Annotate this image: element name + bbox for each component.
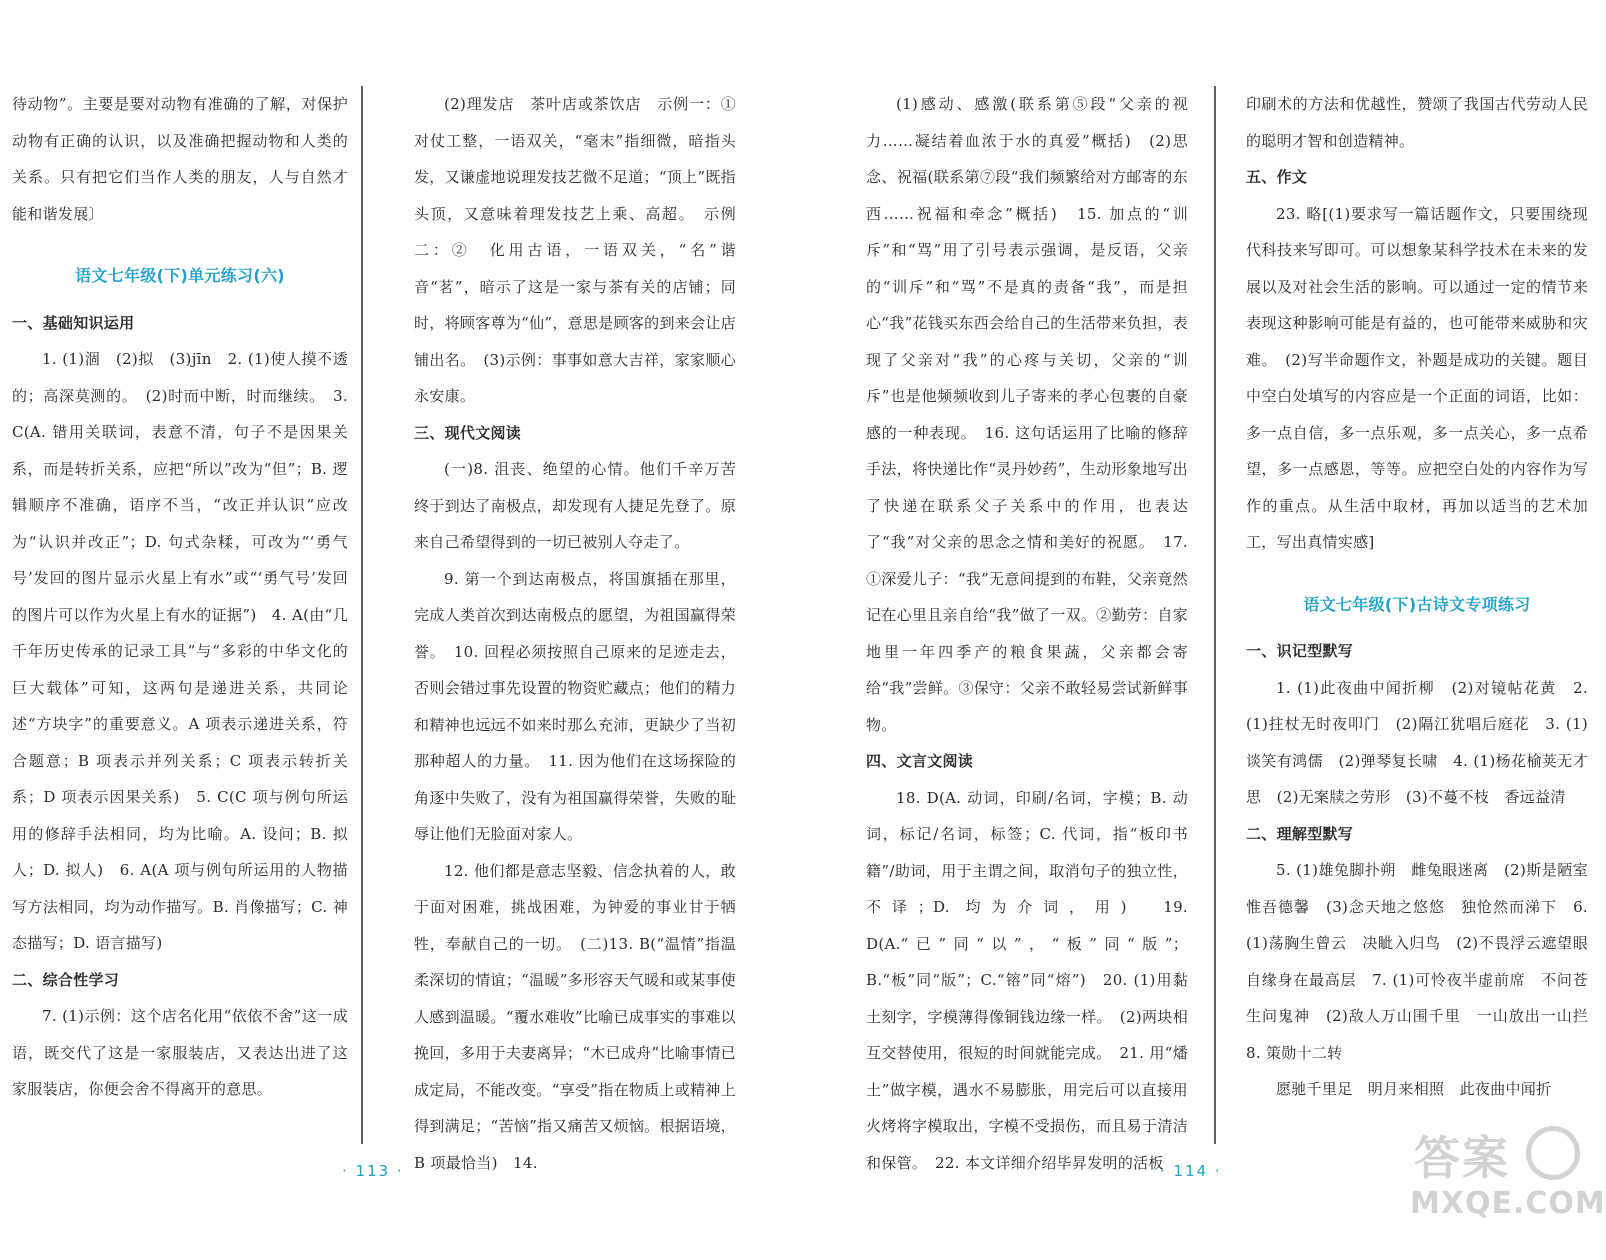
section-title-classical-poetry: 语文七年级(下)古诗文专项练习 [1303,594,1531,614]
paragraph: 12. 他们都是意志坚毅、信念执着的人，敢于面对困难，挑战困难，为钟爱的事业甘于牺牲，奉献自己的一切。 (二)13. B(“温情”指温柔深切的情谊；“温暖”多形容天气暖和或某事使人感到温暖。“覆水难收”比喻已成事实的事难以挽回，多用于夫妻离异；“木已成舟”比喻事情已成定局，不能改变。“享受”指在物质上或精神上得到满足；“苦恼”指又痛苦又烦恼。根据语境，B 项最恰当) 14. [414,861,736,1172]
paragraph: 1. (1)涸 (2)拟 (3)jīn 2. (1)使人摸不透的；高深莫测的。 (2)时而中断，时而继续。 3. C(A. 错用关联词，表意不清，句子不是因果关系，而是转折关系，应把“所以”改为“但”；B. 逻辑顺序不准确，语序不当，“改正并认识”应改为“认识并改正”；D. 句式杂糅，可改为“‘勇气号’发回的图片显示火星上有水”或“‘勇气号’发回的图片可以作为火星上有水的证据”) 4. A(由“几千年历史传承的记录工具”与“多彩的中华文化的巨大载体”可知，这两句是递进关系，共同论述“方块字”的重要意义。A 项表示递进关系，符合题意；B 项表示并列关系；C 项表示转折关系；D 项表示因果关系) 5. C(C 项与例句所运用的修辞手法相同，均为比喻。A. 设问；B. 拟人；D. 拟人) 6. A(A 项与例句所运用的人物描写方法相同，均为动作描写。B. 肖像描写；C. 神态描写；D. 语言描写) [12,350,348,952]
watermark-text: 答案 [1414,1131,1510,1185]
left-page-column-2 [414,86,736,1172]
watermark-logo [1410,1120,1606,1250]
section-heading: 五、作文 [1246,168,1308,186]
watermark-circle-icon [1526,1126,1580,1180]
paragraph: (一)8. 沮丧、绝望的心情。他们千辛万苦终于到达了南极点，却发现有人捷足先登了。原来自己希望得到的一切已被别人夺走了。 [414,460,736,551]
paragraph: 待动物”。主要是要对动物有准确的了解，对保护动物有正确的认识，以及准确把握动物和人类的关系。只有把它们当作人类的朋友，人与自然才能和谐发展〕 [12,95,348,223]
paragraph: (1)感动、感激(联系第⑤段“父亲的视力……凝结着血浓于水的真爱”概括) (2)思念、祝福(联系第⑦段“我们频繁给对方邮寄的东西……祝福和牵念”概括) 15. 加点的“训斥”和“骂”用了引号表示强调，是反语，父亲的“训斥”和“骂”不是真的责备“我”，而是担心“我”花钱买东西会给自己的生活带来负担，表现了父亲对“我”的心疼与关切，父亲的“训斥”也是他频频收到儿子寄来的孝心包裹的自豪感的一种表现。 16. 这句话运用了比喻的修辞手法，将快递比作“灵丹妙药”，生动形象地写出了快递在联系父子关系中的作用，也表达了“我”对父亲的思念之情和美好的祝愿。 17. ①深爱儿子：“我”无意间提到的布鞋，父亲竟然记在心里且亲自给“我”做了一双。②勤劳：自家地里一年四季产的粮食果蔬，父亲都会寄给“我”尝鲜。③保守：父亲不敢轻易尝试新鲜事物。 [866,95,1188,734]
paragraph: 5. (1)雄兔脚扑朔 雌兔眼迷离 (2)斯是陋室 惟吾德馨 (3)念天地之悠悠 独怆然而涕下 6. (1)荡胸生曾云 决眦入归鸟 (2)不畏浮云遮望眼 自缘身在最高层 7. (1)可怜夜半虚前席 不问苍生问鬼神 (2)敌人万山围千里 一山放出一山拦 8. 策勋十二转 [1246,861,1604,1062]
paragraph: 印刷术的方法和优越性，赞颂了我国古代劳动人民的聪明才智和创造精神。 [1246,95,1588,150]
page-number-right: · 114 · [1160,1162,1222,1180]
right-page-column-2 [1246,86,1604,1166]
section-heading: 三、现代文阅读 [414,423,522,442]
paragraph: 1. (1)此夜曲中闻折柳 (2)对镜帖花黄 2. (1)拄杖无时夜叩门 (2)隔江犹唱后庭花 3. (1)谈笑有鸿儒 (2)弹琴复长啸 4. (1)杨花榆荚无才思 (2)无案牍之劳形 (3)不蔓不枝 香远益清 [1246,678,1588,806]
column-divider [1214,86,1216,1144]
paragraph: 7. (1)示例：这个店名化用“依依不舍”这一成语，既交代了这是一家服装店，又表达出进了这家服装店，你便会舍不得离开的意思。 [12,1007,348,1098]
paragraph: (2)理发店 茶叶店或茶饮店 示例一：①对仗工整，一语双关，“毫末”指细微，暗指头发，又谦虚地说理发技艺微不足道；“顶上”既指头顶，又意味着理发技艺上乘、高超。 示例二：② 化用古语，一语双关，“名”谐音“茗”，暗示了这是一家与茶有关的店铺；同时，将顾客尊为“仙”，意思是顾客的到来会让店铺出名。 (3)示例：事事如意大吉祥，家家顺心永安康。 [414,95,736,405]
section-heading: 一、识记型默写 [1246,642,1354,660]
right-page-column-1 [866,86,1188,1172]
left-page-column-1 [12,86,348,1166]
section-heading: 二、理解型默写 [1246,824,1354,843]
paragraph: 9. 第一个到达南极点，将国旗插在那里，完成人类首次到达南极点的愿望，为祖国赢得荣誉。 10. 回程必须按照自己原来的足迹走去，否则会错过事先设置的物资贮藏点；他们的精力和精神也远远不如来时那么充沛，更缺少了当初那种超人的力量。 11. 因为他们在这场探险的角逐中失败了，没有为祖国赢得荣誉，失败的耻辱让他们无脸面对家人。 [414,569,736,843]
paragraph: 18. D(A. 动词，印刷/名词，字模；B. 动词，标记/名词，标签；C. 代词，指“板印书籍”/助词，用于主谓之间，取消句子的独立性，不译；D. 均为介词，用) 19. D(A.“已”同“以”，“板”同“版”；B.“板”同“版”；C.“镕”同“熔”) 20. (1)用黏土刻字，字模薄得像铜钱边缘一样。 (2)两块相互交替使用，很短的时间就能完成。 21. 用“燔土”做字模，遇水不易膨胀，用完后可以直接用火烤将字模取出，字模不受损伤，而且易于清洁和保管。 22. 本文详细介绍毕昇发明的活板 [866,788,1188,1172]
section-heading: 二、综合性学习 [12,970,120,989]
watermark-domain: MXQE.COM [1410,1186,1606,1221]
page-number-left: · 113 · [342,1162,404,1180]
paragraph: 23. 略[(1)要求写一篇话题作文，只要围绕现代科技来写即可。可以想象某科学技术在未来的发展以及对社会生活的影响。可以通过一定的情节来表现这种影响可能是有益的，也可能带来威胁和灾难。 (2)写半命题作文，补题是成功的关键。题目中空白处填写的内容应是一个正面的词语，比如：多一点自信，多一点乐观，多一点关心，多一点希望，多一点感恩，等等。应把空白处的内容作为写作的重点。从生活中取材，再加以适当的艺术加工，写出真情实感] [1246,204,1588,551]
section-heading: 一、基础知识运用 [12,313,135,332]
paragraph: 愿驰千里足 明月来相照 此夜曲中闻折 [1276,1080,1552,1098]
column-divider [361,86,363,1144]
section-heading: 四、文言文阅读 [866,752,974,770]
section-title-unit-6: 语文七年级(下)单元练习(六) [75,266,285,285]
